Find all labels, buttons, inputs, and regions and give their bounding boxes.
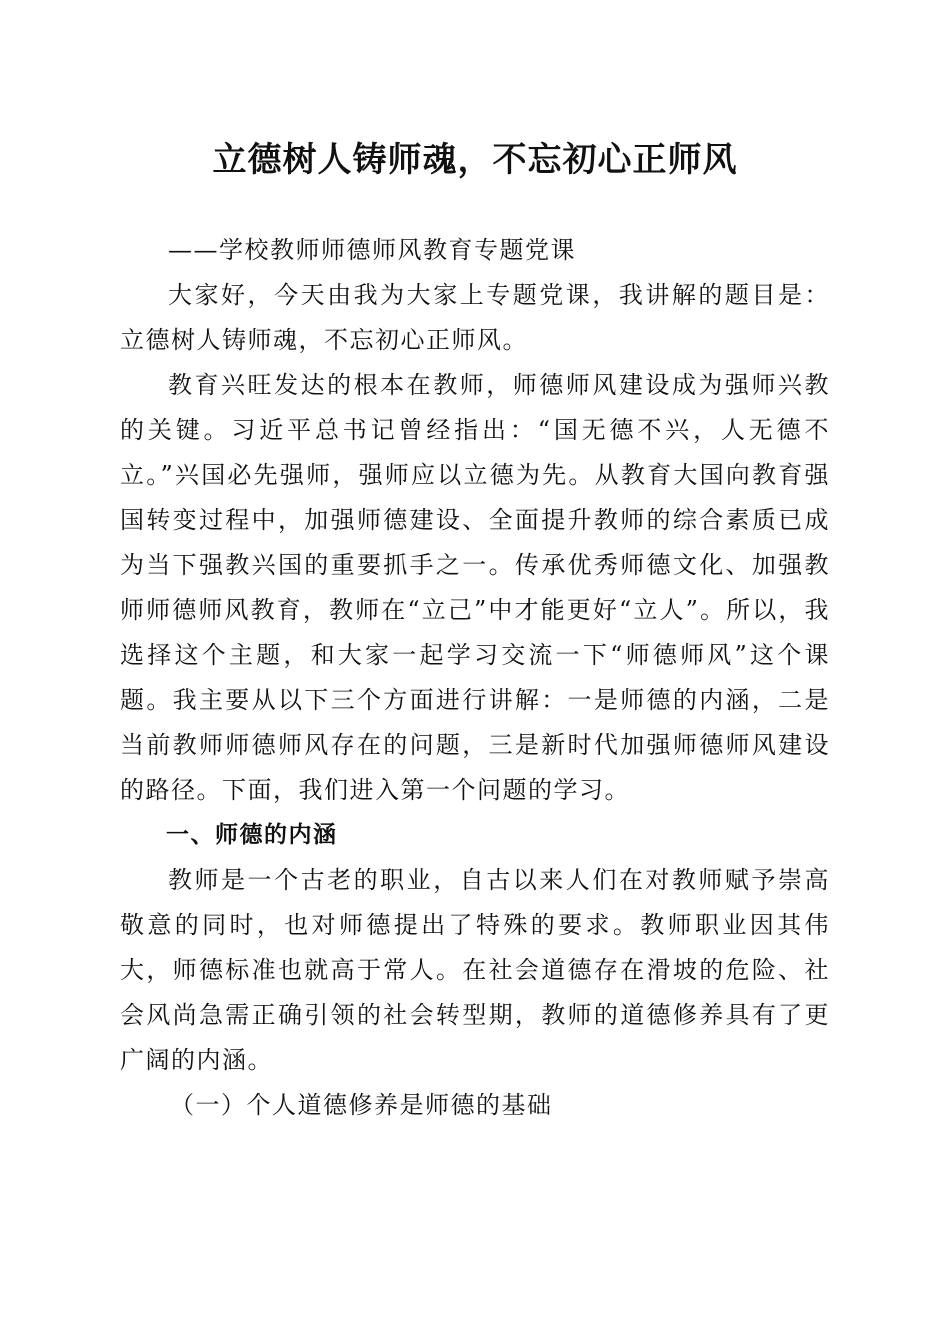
paragraph-introduction: 教育兴旺发达的根本在教师，师德师风建设成为强师兴教的关键。习近平总书记曾经指出：“国无德不兴，人无德不立。”兴国必先强师，强师应以立德为先。从教育大国向教育强国转变过程中，加强师德建设、全面提升教师的综合素质已成为当下强教兴国的重要抓手之一。传承优秀师德文化、加强教师师德师风教育，教师在“立己”中才能更好“立人”。所以，我选择这个主题，和大家一起学习交流一下“师德师风”这个课题。我主要从以下三个方面进行讲解：一是师德的内涵，二是当前教师师德师风存在的问题，三是新时代加强师德师风建设的路径。下面，我们进入第一个问题的学习。 [120, 371, 830, 804]
section-heading-1: 一、师德的内涵 [166, 822, 338, 848]
document-body [120, 228, 830, 1128]
paragraph-greeting: 大家好，今天由我为大家上专题党课，我讲解的题目是：立德树人铸师魂，不忘初心正师风。 [120, 281, 830, 354]
document-title: 立德树人铸师魂，不忘初心正师风 [212, 140, 738, 180]
document-subtitle: ——学校教师师德师风教育专题党课 [168, 236, 576, 264]
subsection-heading-1: （一）个人道德修养是师德的基础 [170, 1091, 553, 1119]
paragraph-section-1: 教师是一个古老的职业，自古以来人们在对教师赋予崇高敬意的同时，也对师德提出了特殊的要求。教师职业因其伟大，师德标准也就高于常人。在社会道德存在滑坡的危险、社会风尚急需正确引领的社会转型期，教师的道德修养具有了更广阔的内涵。 [120, 866, 830, 1074]
